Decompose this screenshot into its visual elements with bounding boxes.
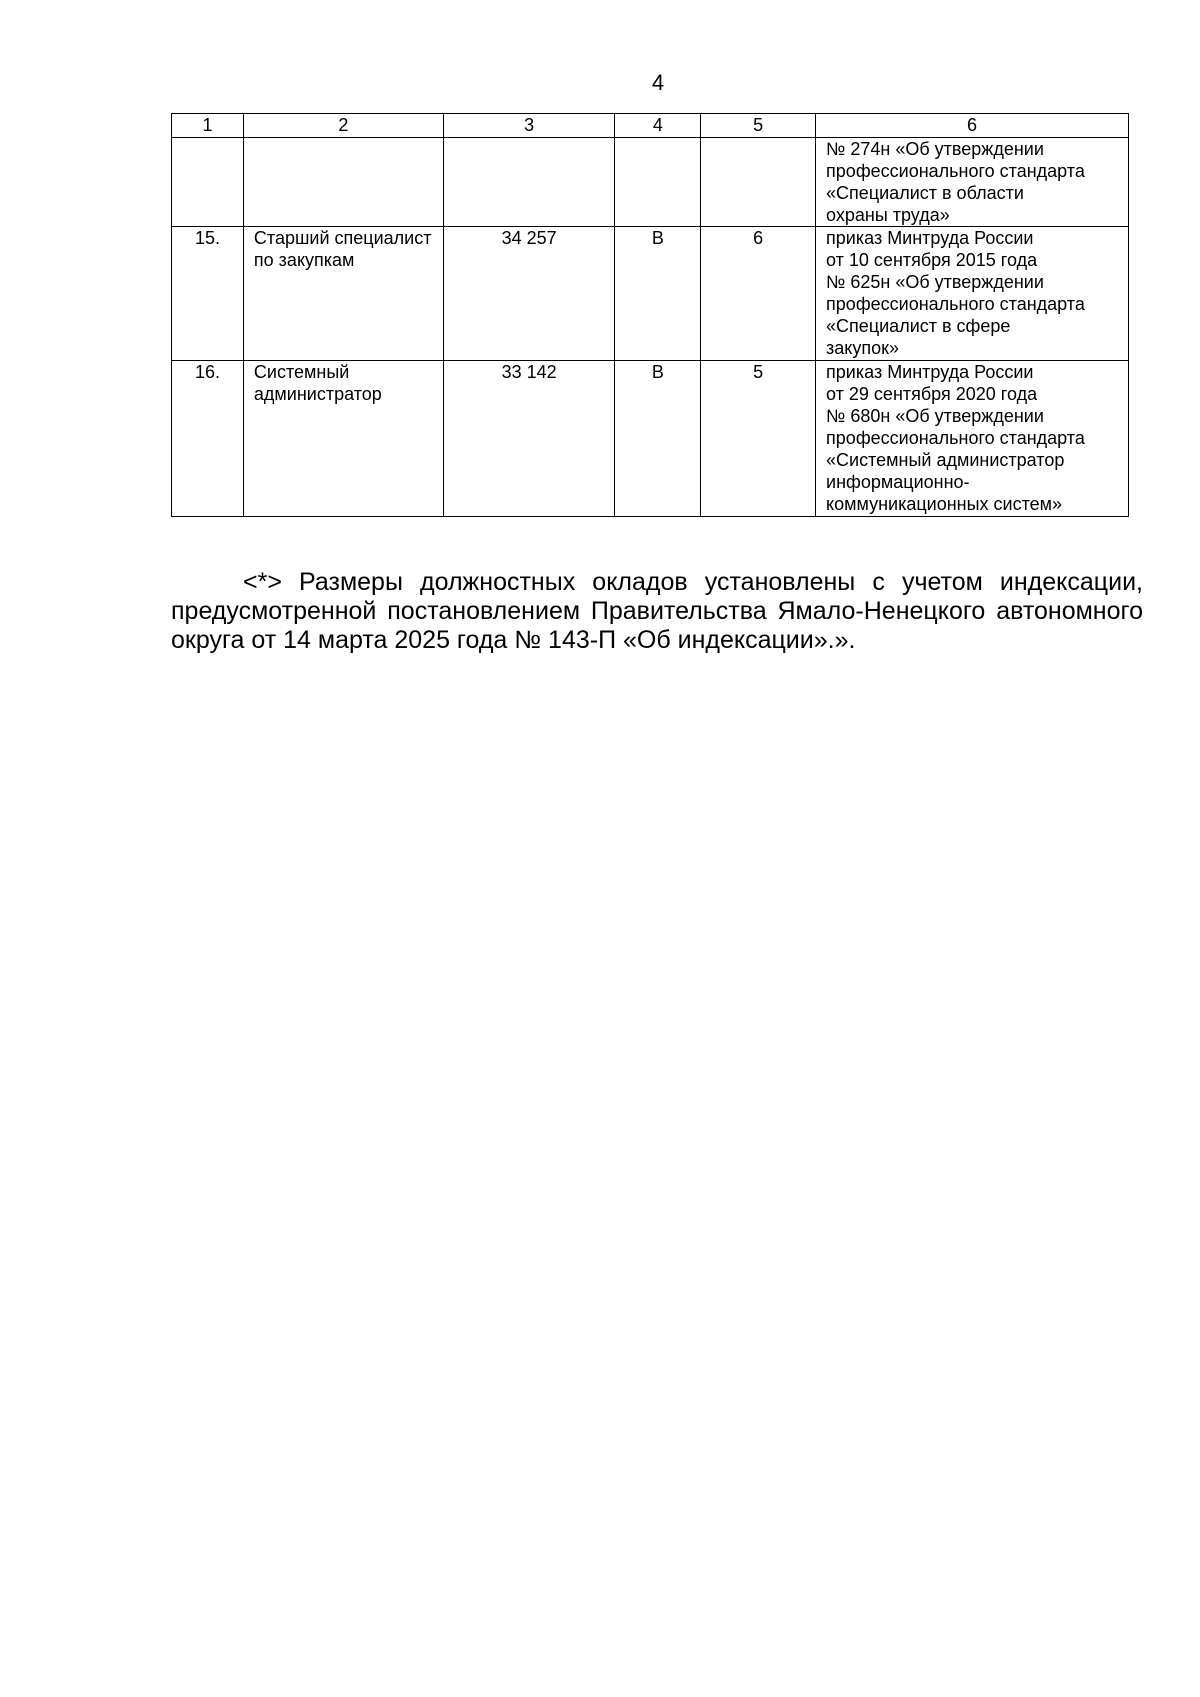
table-row: [172, 227, 1129, 361]
qualification-level: 6: [701, 227, 816, 361]
document-line: коммуникационных систем»: [826, 494, 1063, 514]
document-line: № 274н «Об утверждении: [826, 139, 1044, 159]
regulatory-document: [816, 361, 1129, 517]
regulatory-document: [816, 138, 1129, 227]
document-line: профессионального стандарта: [826, 294, 1085, 314]
column-header-6: 6: [816, 114, 1129, 138]
document-line: профессионального стандарта: [826, 428, 1085, 448]
document-line: «Специалист в сфере: [826, 316, 1011, 336]
position-name: Системный администратор: [243, 361, 443, 517]
document-line: информационно-: [826, 472, 970, 492]
document-line: «Специалист в области: [826, 183, 1024, 203]
row-number: 15.: [172, 227, 244, 361]
document-line: № 625н «Об утверждении: [826, 272, 1044, 292]
document-line: от 10 сентября 2015 года: [826, 250, 1038, 270]
page-number: 4: [651, 70, 665, 95]
salary-value: [443, 138, 615, 227]
qualification-group: В: [615, 361, 701, 517]
column-header-2: 2: [243, 114, 443, 138]
salary-value: 33 142: [443, 361, 615, 517]
document-line: приказ Минтруда России: [826, 228, 1034, 248]
document-line: приказ Минтруда России: [826, 362, 1034, 382]
staff-salary-table: [171, 113, 1129, 517]
document-line: закупок»: [826, 338, 900, 358]
qualification-level: [701, 138, 816, 227]
row-number: 16.: [172, 361, 244, 517]
row-number: [172, 138, 244, 227]
document-line: от 29 сентября 2020 года: [826, 384, 1038, 404]
qualification-group: [615, 138, 701, 227]
column-header-4: 4: [615, 114, 701, 138]
table-row: [172, 361, 1129, 517]
document-line: охраны труда»: [826, 205, 950, 225]
column-header-5: 5: [701, 114, 816, 138]
column-header-3: 3: [443, 114, 615, 138]
document-line: профессионального стандарта: [826, 161, 1085, 181]
qualification-group: В: [615, 227, 701, 361]
position-name: [243, 138, 443, 227]
qualification-level: 5: [701, 361, 816, 517]
footnote-paragraph: <*> Размеры должностных окладов установлены с учетом индексации, предусмотренной постановлением Правительства Ямало-Ненецкого автономного округа от 14 марта 2025 года № 143-П «Об индексации».».: [171, 568, 1143, 654]
document-line: № 680н «Об утверждении: [826, 406, 1044, 426]
position-name: Старший специалист по закупкам: [243, 227, 443, 361]
table-row: [172, 138, 1129, 227]
salary-value: 34 257: [443, 227, 615, 361]
regulatory-document: [816, 227, 1129, 361]
document-line: «Системный администратор: [826, 450, 1065, 470]
table-header-row: [172, 114, 1129, 138]
column-header-1: 1: [172, 114, 244, 138]
